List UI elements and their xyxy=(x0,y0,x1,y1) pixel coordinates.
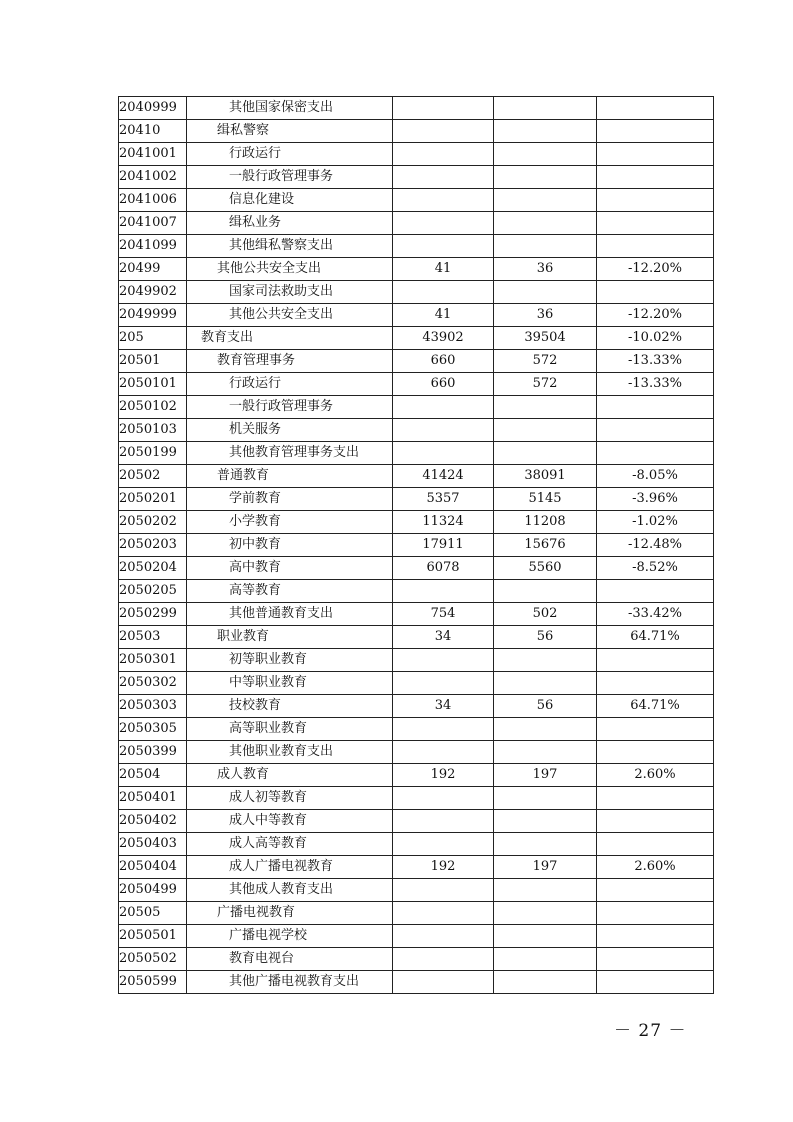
page-number: － 27 － xyxy=(614,1021,687,1041)
change-percent-cell xyxy=(597,948,714,971)
prior-value-cell: 34 xyxy=(393,626,494,649)
table-row xyxy=(119,143,714,166)
table-row xyxy=(119,442,714,465)
current-value-cell xyxy=(494,718,597,741)
subject-code-cell: 2050404 xyxy=(119,856,187,879)
subject-name-cell: 缉私警察 xyxy=(187,120,393,143)
change-percent-cell: -8.05% xyxy=(597,465,714,488)
table-row xyxy=(119,534,714,557)
current-value-cell xyxy=(494,833,597,856)
subject-code-cell: 2041006 xyxy=(119,189,187,212)
change-percent-cell xyxy=(597,741,714,764)
prior-value-cell xyxy=(393,189,494,212)
table-row xyxy=(119,281,714,304)
change-percent-cell xyxy=(597,925,714,948)
subject-name-cell: 成人中等教育 xyxy=(187,810,393,833)
current-value-cell xyxy=(494,166,597,189)
subject-code-cell: 20503 xyxy=(119,626,187,649)
subject-name-cell: 成人初等教育 xyxy=(187,787,393,810)
prior-value-cell xyxy=(393,925,494,948)
prior-value-cell xyxy=(393,97,494,120)
change-percent-cell xyxy=(597,419,714,442)
current-value-cell: 36 xyxy=(494,304,597,327)
prior-value-cell: 41424 xyxy=(393,465,494,488)
subject-code-cell: 205 xyxy=(119,327,187,350)
change-percent-cell: -13.33% xyxy=(597,373,714,396)
table-row xyxy=(119,396,714,419)
subject-name-cell: 其他国家保密支出 xyxy=(187,97,393,120)
subject-name-cell: 一般行政管理事务 xyxy=(187,396,393,419)
table-row xyxy=(119,672,714,695)
subject-code-cell: 20499 xyxy=(119,258,187,281)
subject-code-cell: 2050501 xyxy=(119,925,187,948)
subject-code-cell: 2041001 xyxy=(119,143,187,166)
table-row xyxy=(119,350,714,373)
subject-code-cell: 20504 xyxy=(119,764,187,787)
subject-code-cell: 2050402 xyxy=(119,810,187,833)
change-percent-cell: -12.48% xyxy=(597,534,714,557)
table-row xyxy=(119,925,714,948)
subject-code-cell: 2050301 xyxy=(119,649,187,672)
subject-code-cell: 2050205 xyxy=(119,580,187,603)
subject-name-cell: 广播电视学校 xyxy=(187,925,393,948)
table-row xyxy=(119,879,714,902)
prior-value-cell xyxy=(393,235,494,258)
subject-name-cell: 高中教育 xyxy=(187,557,393,580)
current-value-cell: 197 xyxy=(494,764,597,787)
current-value-cell: 502 xyxy=(494,603,597,626)
change-percent-cell: -12.20% xyxy=(597,304,714,327)
change-percent-cell xyxy=(597,281,714,304)
table-row xyxy=(119,327,714,350)
current-value-cell: 572 xyxy=(494,350,597,373)
change-percent-cell: -33.42% xyxy=(597,603,714,626)
current-value-cell xyxy=(494,189,597,212)
subject-code-cell: 20505 xyxy=(119,902,187,925)
subject-code-cell: 2040999 xyxy=(119,97,187,120)
current-value-cell xyxy=(494,212,597,235)
current-value-cell xyxy=(494,97,597,120)
current-value-cell xyxy=(494,396,597,419)
subject-name-cell: 其他教育管理事务支出 xyxy=(187,442,393,465)
current-value-cell xyxy=(494,649,597,672)
subject-name-cell: 其他成人教育支出 xyxy=(187,879,393,902)
change-percent-cell xyxy=(597,97,714,120)
change-percent-cell: 64.71% xyxy=(597,695,714,718)
subject-name-cell: 信息化建设 xyxy=(187,189,393,212)
change-percent-cell xyxy=(597,396,714,419)
subject-name-cell: 行政运行 xyxy=(187,143,393,166)
prior-value-cell xyxy=(393,718,494,741)
subject-name-cell: 教育支出 xyxy=(187,327,393,350)
table-row xyxy=(119,787,714,810)
prior-value-cell xyxy=(393,902,494,925)
table-row xyxy=(119,718,714,741)
change-percent-cell xyxy=(597,879,714,902)
prior-value-cell: 660 xyxy=(393,373,494,396)
current-value-cell: 197 xyxy=(494,856,597,879)
prior-value-cell xyxy=(393,787,494,810)
current-value-cell: 5560 xyxy=(494,557,597,580)
subject-code-cell: 20501 xyxy=(119,350,187,373)
change-percent-cell: -13.33% xyxy=(597,350,714,373)
change-percent-cell xyxy=(597,442,714,465)
subject-code-cell: 2050305 xyxy=(119,718,187,741)
current-value-cell xyxy=(494,143,597,166)
table-row xyxy=(119,373,714,396)
prior-value-cell: 192 xyxy=(393,856,494,879)
subject-name-cell: 广播电视教育 xyxy=(187,902,393,925)
current-value-cell xyxy=(494,580,597,603)
change-percent-cell xyxy=(597,672,714,695)
prior-value-cell: 41 xyxy=(393,258,494,281)
change-percent-cell: 2.60% xyxy=(597,856,714,879)
subject-name-cell: 高等职业教育 xyxy=(187,718,393,741)
change-percent-cell xyxy=(597,166,714,189)
subject-name-cell: 其他公共安全支出 xyxy=(187,258,393,281)
table-row xyxy=(119,97,714,120)
current-value-cell xyxy=(494,879,597,902)
subject-name-cell: 成人广播电视教育 xyxy=(187,856,393,879)
current-value-cell: 5145 xyxy=(494,488,597,511)
change-percent-cell xyxy=(597,235,714,258)
prior-value-cell: 41 xyxy=(393,304,494,327)
change-percent-cell xyxy=(597,787,714,810)
subject-code-cell: 2050102 xyxy=(119,396,187,419)
subject-code-cell: 2041099 xyxy=(119,235,187,258)
current-value-cell: 56 xyxy=(494,695,597,718)
change-percent-cell xyxy=(597,902,714,925)
prior-value-cell xyxy=(393,833,494,856)
subject-code-cell: 2049999 xyxy=(119,304,187,327)
prior-value-cell xyxy=(393,120,494,143)
subject-name-cell: 其他缉私警察支出 xyxy=(187,235,393,258)
change-percent-cell xyxy=(597,212,714,235)
subject-code-cell: 2050299 xyxy=(119,603,187,626)
subject-code-cell: 2041007 xyxy=(119,212,187,235)
table-row xyxy=(119,557,714,580)
subject-code-cell: 2050502 xyxy=(119,948,187,971)
subject-name-cell: 行政运行 xyxy=(187,373,393,396)
subject-name-cell: 其他公共安全支出 xyxy=(187,304,393,327)
subject-name-cell: 其他职业教育支出 xyxy=(187,741,393,764)
table-row xyxy=(119,695,714,718)
subject-name-cell: 职业教育 xyxy=(187,626,393,649)
subject-name-cell: 缉私业务 xyxy=(187,212,393,235)
current-value-cell: 36 xyxy=(494,258,597,281)
change-percent-cell xyxy=(597,718,714,741)
subject-name-cell: 教育管理事务 xyxy=(187,350,393,373)
subject-name-cell: 机关服务 xyxy=(187,419,393,442)
subject-name-cell: 初中教育 xyxy=(187,534,393,557)
change-percent-cell: -12.20% xyxy=(597,258,714,281)
table-row xyxy=(119,764,714,787)
current-value-cell: 11208 xyxy=(494,511,597,534)
budget-table xyxy=(118,96,714,994)
prior-value-cell: 192 xyxy=(393,764,494,787)
change-percent-cell xyxy=(597,580,714,603)
subject-code-cell: 20502 xyxy=(119,465,187,488)
prior-value-cell: 754 xyxy=(393,603,494,626)
table-row xyxy=(119,741,714,764)
table-row xyxy=(119,810,714,833)
change-percent-cell xyxy=(597,833,714,856)
current-value-cell xyxy=(494,442,597,465)
current-value-cell: 56 xyxy=(494,626,597,649)
current-value-cell xyxy=(494,741,597,764)
subject-code-cell: 2050201 xyxy=(119,488,187,511)
current-value-cell xyxy=(494,787,597,810)
subject-code-cell: 2050204 xyxy=(119,557,187,580)
subject-code-cell: 20410 xyxy=(119,120,187,143)
subject-code-cell: 2050401 xyxy=(119,787,187,810)
subject-code-cell: 2050302 xyxy=(119,672,187,695)
prior-value-cell: 5357 xyxy=(393,488,494,511)
table-row xyxy=(119,649,714,672)
current-value-cell: 39504 xyxy=(494,327,597,350)
prior-value-cell xyxy=(393,419,494,442)
subject-code-cell: 2050303 xyxy=(119,695,187,718)
table-row xyxy=(119,235,714,258)
subject-name-cell: 高等教育 xyxy=(187,580,393,603)
change-percent-cell: -1.02% xyxy=(597,511,714,534)
prior-value-cell xyxy=(393,971,494,994)
change-percent-cell xyxy=(597,810,714,833)
subject-name-cell: 技校教育 xyxy=(187,695,393,718)
prior-value-cell xyxy=(393,649,494,672)
current-value-cell xyxy=(494,281,597,304)
current-value-cell: 15676 xyxy=(494,534,597,557)
prior-value-cell xyxy=(393,580,494,603)
subject-name-cell: 其他普通教育支出 xyxy=(187,603,393,626)
prior-value-cell xyxy=(393,166,494,189)
change-percent-cell: 2.60% xyxy=(597,764,714,787)
table-row xyxy=(119,902,714,925)
table-row xyxy=(119,212,714,235)
current-value-cell xyxy=(494,810,597,833)
prior-value-cell xyxy=(393,948,494,971)
subject-code-cell: 2050403 xyxy=(119,833,187,856)
prior-value-cell: 6078 xyxy=(393,557,494,580)
change-percent-cell xyxy=(597,120,714,143)
subject-code-cell: 2049902 xyxy=(119,281,187,304)
prior-value-cell: 660 xyxy=(393,350,494,373)
subject-name-cell: 其他广播电视教育支出 xyxy=(187,971,393,994)
change-percent-cell: 64.71% xyxy=(597,626,714,649)
current-value-cell xyxy=(494,235,597,258)
current-value-cell xyxy=(494,419,597,442)
subject-name-cell: 中等职业教育 xyxy=(187,672,393,695)
subject-name-cell: 教育电视台 xyxy=(187,948,393,971)
current-value-cell xyxy=(494,120,597,143)
table-row xyxy=(119,120,714,143)
subject-name-cell: 普通教育 xyxy=(187,465,393,488)
current-value-cell xyxy=(494,672,597,695)
subject-name-cell: 小学教育 xyxy=(187,511,393,534)
subject-name-cell: 初等职业教育 xyxy=(187,649,393,672)
subject-name-cell: 学前教育 xyxy=(187,488,393,511)
table-row xyxy=(119,189,714,212)
prior-value-cell xyxy=(393,281,494,304)
budget-table-body xyxy=(119,97,714,994)
prior-value-cell xyxy=(393,672,494,695)
table-row xyxy=(119,419,714,442)
change-percent-cell xyxy=(597,189,714,212)
subject-code-cell: 2050203 xyxy=(119,534,187,557)
table-row xyxy=(119,971,714,994)
subject-name-cell: 成人教育 xyxy=(187,764,393,787)
table-row xyxy=(119,304,714,327)
prior-value-cell xyxy=(393,143,494,166)
table-row xyxy=(119,488,714,511)
prior-value-cell: 43902 xyxy=(393,327,494,350)
current-value-cell xyxy=(494,902,597,925)
change-percent-cell: -10.02% xyxy=(597,327,714,350)
table-row xyxy=(119,603,714,626)
subject-code-cell: 2050103 xyxy=(119,419,187,442)
table-row xyxy=(119,511,714,534)
current-value-cell: 38091 xyxy=(494,465,597,488)
prior-value-cell: 17911 xyxy=(393,534,494,557)
table-row xyxy=(119,856,714,879)
prior-value-cell xyxy=(393,741,494,764)
subject-code-cell: 2050399 xyxy=(119,741,187,764)
change-percent-cell: -8.52% xyxy=(597,557,714,580)
current-value-cell xyxy=(494,948,597,971)
subject-name-cell: 国家司法救助支出 xyxy=(187,281,393,304)
current-value-cell xyxy=(494,925,597,948)
subject-name-cell: 成人高等教育 xyxy=(187,833,393,856)
subject-code-cell: 2050202 xyxy=(119,511,187,534)
change-percent-cell xyxy=(597,649,714,672)
subject-code-cell: 2050199 xyxy=(119,442,187,465)
prior-value-cell xyxy=(393,442,494,465)
table-row xyxy=(119,465,714,488)
table-row xyxy=(119,948,714,971)
current-value-cell xyxy=(494,971,597,994)
current-value-cell: 572 xyxy=(494,373,597,396)
subject-code-cell: 2050599 xyxy=(119,971,187,994)
prior-value-cell xyxy=(393,212,494,235)
prior-value-cell xyxy=(393,810,494,833)
table-row xyxy=(119,626,714,649)
subject-code-cell: 2050499 xyxy=(119,879,187,902)
change-percent-cell xyxy=(597,143,714,166)
subject-code-cell: 2050101 xyxy=(119,373,187,396)
table-row xyxy=(119,258,714,281)
subject-code-cell: 2041002 xyxy=(119,166,187,189)
change-percent-cell xyxy=(597,971,714,994)
prior-value-cell: 11324 xyxy=(393,511,494,534)
table-row xyxy=(119,833,714,856)
table-row xyxy=(119,580,714,603)
table-row xyxy=(119,166,714,189)
change-percent-cell: -3.96% xyxy=(597,488,714,511)
subject-name-cell: 一般行政管理事务 xyxy=(187,166,393,189)
prior-value-cell xyxy=(393,879,494,902)
prior-value-cell xyxy=(393,396,494,419)
prior-value-cell: 34 xyxy=(393,695,494,718)
